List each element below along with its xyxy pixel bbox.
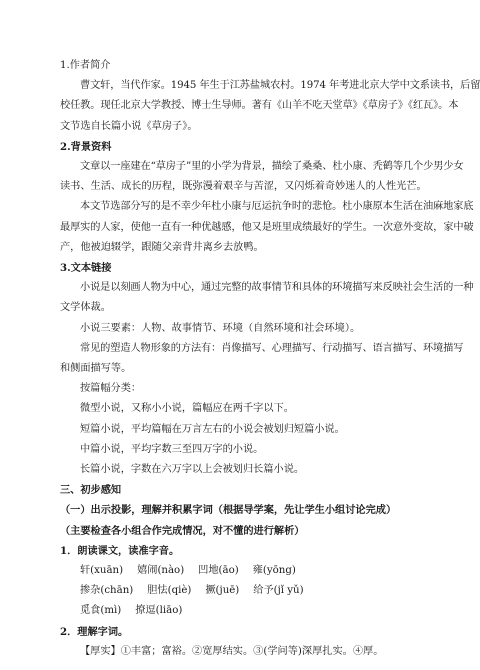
pinyin-item: 撩逗(liāo) <box>135 605 183 617</box>
pinyin-item: 觅食(mì) <box>80 605 122 617</box>
section-heading-text-link: 3.文本链接 <box>60 262 112 275</box>
paragraph-line: 文节选自长篇小说《草房子》。 <box>60 120 198 132</box>
section-heading-perception: 三、初步感知 <box>60 484 122 497</box>
paragraph-line: 常见的塑造人物形象的方法有：肖像描写、心理描写、行动描写、语言描写、环境描写 <box>80 342 464 354</box>
pinyin-item: 轩(xuān) <box>80 565 124 577</box>
paragraph-line: 小说三要素：人物、故事情节、环境（自然环境和社会环境）。 <box>80 322 361 334</box>
vocab-definition: 【厚实】①丰富；富裕。②宽厚结实。③(学问等)深厚扎实。④厚。 <box>80 645 384 657</box>
pinyin-item: 掺杂(chān) <box>80 585 134 597</box>
task-heading-reading: 1．朗读课文，读准字音。 <box>60 544 180 557</box>
pinyin-item: 嬉闹(nào) <box>137 565 185 577</box>
task-heading-vocab: 2．理解字词。 <box>60 625 129 638</box>
pinyin-row <box>60 601 426 621</box>
paragraph-line: 读书、生活、成长的历程，既弥漫着艰辛与苦涩，又闪烁着奇妙迷人的人性光芒。 <box>60 181 427 193</box>
section-heading-author: 1.作者简介 <box>60 60 111 71</box>
pinyin-item: 撅(juē) <box>205 585 240 597</box>
paragraph-line: 本文节选部分写的是不幸少年杜小康与厄运抗争时的悲怆。杜小康原本生活在油麻地家底 <box>80 201 474 213</box>
section-heading-background: 2.背景资料 <box>60 140 112 153</box>
pinyin-item: 雍(yōng) <box>252 565 296 577</box>
pinyin-item: 给予(jǐ yǔ) <box>253 585 304 597</box>
paragraph-line: 按篇幅分类： <box>80 383 142 395</box>
paragraph-line: 长篇小说，字数在六万字以上会被划归长篇小说。 <box>80 464 305 476</box>
pinyin-row <box>60 561 426 581</box>
paragraph-line: 文学体裁。 <box>60 302 111 314</box>
pinyin-item: 凹地(āo) <box>198 565 239 577</box>
paragraph-line: 短篇小说，平均篇幅在万言左右的小说会被划归短篇小说。 <box>80 423 345 435</box>
paragraph-line: 中篇小说，平均字数三至四万字的小说。 <box>80 443 264 455</box>
paragraph-line: 产，他被迫辍学，跟随父亲背井离乡去放鸭。 <box>60 241 264 253</box>
subsection-note: （主要检查各小组合作完成情况，对不懂的进行解析） <box>60 524 305 537</box>
paragraph-line: 小说是以刻画人物为中心，通过完整的故事情节和具体的环境描写来反映社会生活的一种 <box>80 282 474 294</box>
paragraph-line: 微型小说，又称小小说，篇幅应在两千字以下。 <box>80 403 294 415</box>
paragraph-line: 最厚实的人家，使他一直有一种优越感，他又是班里成绩最好的学生。一次意外变故，家中破 <box>60 221 474 233</box>
paragraph-line: 校任教。现任北京大学教授、博士生导师。著有《山羊不吃天堂草》《草房子》《红瓦》。本 <box>60 100 459 112</box>
paragraph-line: 文章以一座建在“草房子”里的小学为背景，描绘了桑桑、杜小康、秃鹤等几个少男少女 <box>80 161 464 173</box>
paragraph-line: 和侧面描写等。 <box>60 363 132 375</box>
pinyin-item: 胆怯(qiè) <box>147 585 192 597</box>
pinyin-row <box>60 581 426 601</box>
paragraph-line: 曹文轩，当代作家。1945 年生于江苏盐城农村。1974 年考进北京大学中文系读书，后留 <box>80 80 480 92</box>
subsection-heading: （一）出示投影，理解并积累字词（根据导学案，先让学生小组讨论完成） <box>60 504 397 517</box>
